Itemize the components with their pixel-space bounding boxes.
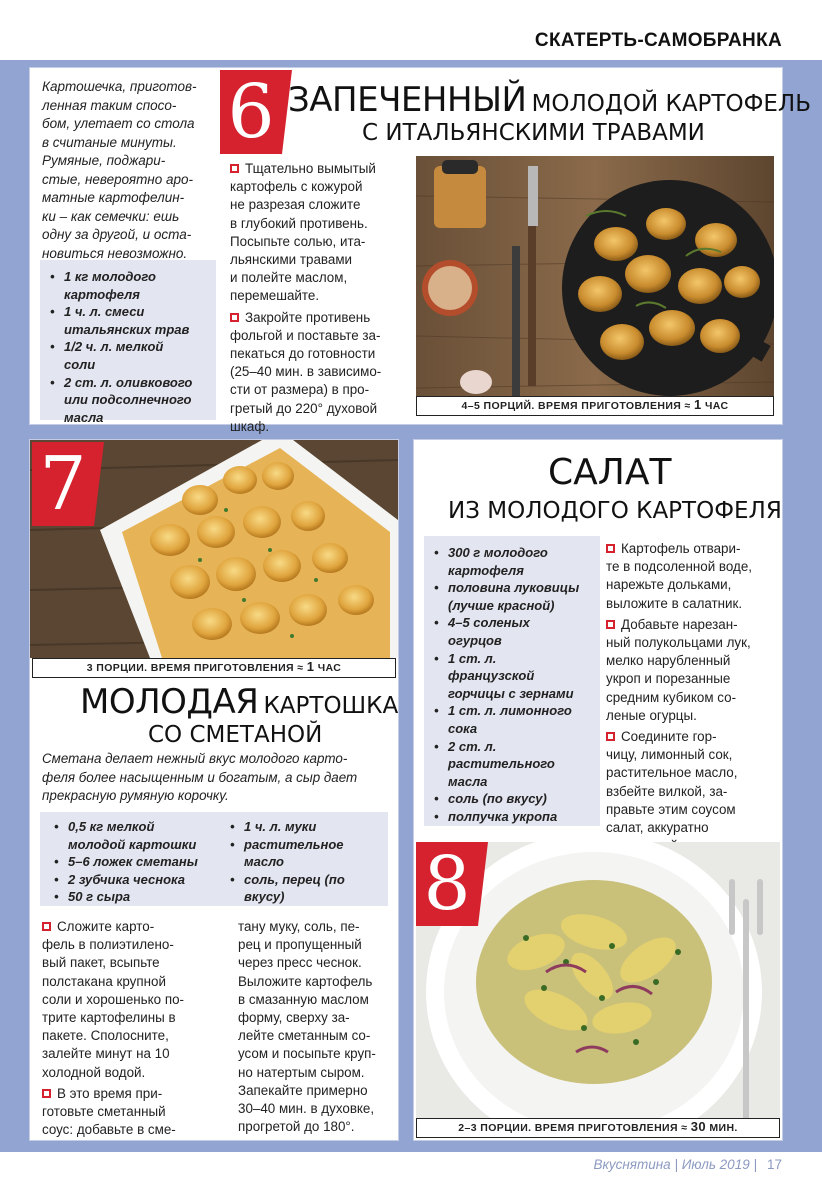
recipe-6-intro bbox=[42, 78, 220, 263]
ingredient-item: • 50 г сыра bbox=[50, 888, 220, 906]
square-bullet-icon bbox=[606, 544, 615, 553]
recipe-7-title: МОЛОДАЯ КАРТОШКА bbox=[80, 682, 399, 722]
ingredient-item: • 1 ч. л. муки bbox=[226, 818, 382, 836]
recipe-6-subtitle: С ИТАЛЬЯНСКИМИ ТРАВАМИ bbox=[362, 120, 705, 146]
intro-line: ки – как семечки: ешь bbox=[42, 208, 180, 224]
recipe-8-subtitle: ИЗ МОЛОДОГО КАРТОФЕЛЯ bbox=[448, 498, 782, 524]
recipe-7-number: 7 bbox=[32, 442, 94, 526]
page-footer bbox=[593, 1157, 782, 1172]
intro-line: одну за другой, и оста- bbox=[42, 227, 192, 242]
ingredient-item: • 1 ст. л. лимонного сока bbox=[430, 702, 594, 737]
ingredient-item: • соль, перец (по вкусу) bbox=[226, 871, 382, 906]
ingredient-item: • полпучка укропа bbox=[430, 808, 594, 826]
recipe-6-ingredients bbox=[40, 260, 216, 425]
ingredient-item: • 2 ст. л. растительного масла bbox=[430, 738, 594, 791]
intro-line: Румяные, поджари- bbox=[42, 153, 166, 168]
ingredient-item: • 300 г молодого картофеля bbox=[430, 544, 594, 579]
intro-line: Сметана делает нежный вкус молодого карто- bbox=[42, 751, 348, 766]
recipe-8-number: 8 bbox=[416, 842, 478, 926]
ingredient-item: • 2 зубчика чеснока bbox=[50, 871, 220, 889]
recipe-6-caption: 4–5 ПОРЦИЙ. ВРЕМЯ ПРИГОТОВЛЕНИЯ ≈ 1 ЧАС bbox=[416, 396, 774, 416]
ingredient-item: • 0,5 кг мелкой молодой картошки bbox=[50, 818, 220, 853]
ingredient-item: • 2 ст. л. оливкового или подсолнечного масла bbox=[46, 374, 210, 427]
recipe-6-photo bbox=[416, 156, 774, 416]
square-bullet-icon bbox=[606, 620, 615, 629]
intro-line: прекрасную румяную корочку. bbox=[42, 788, 229, 803]
step-paragraph: Картофель отвари- те в подсоленной воде, нарежьте дольками, выложите в салатник. bbox=[606, 541, 752, 611]
recipe-6-title: ЗАПЕЧЕННЫЙ МОЛОДОЙ КАРТОФЕЛЬ bbox=[288, 80, 811, 120]
magazine-name: Вкуснятина | Июль 2019 | bbox=[593, 1157, 757, 1172]
recipe-6-number: 6 bbox=[220, 70, 282, 154]
ingredient-item: • 4–5 соленых огурцов bbox=[430, 614, 594, 649]
recipe-6-steps bbox=[230, 160, 406, 439]
recipe-7-card bbox=[30, 440, 398, 1140]
square-bullet-icon bbox=[606, 732, 615, 741]
intro-line: в считаные минуты. bbox=[42, 134, 177, 150]
recipe-8-ingredients bbox=[424, 536, 600, 826]
ingredient-item: • 1 ст. л. французской горчицы с зернами bbox=[430, 650, 594, 703]
ingredient-item: • половина луковицы (лучше красной) bbox=[430, 579, 594, 614]
step-paragraph: Тщательно вымытый картофель с кожурой не разрезая сложите в глубокий противень. Посыпьте солью, ита- льянскими травами и полейте маслом, перемешайте. bbox=[230, 161, 376, 304]
recipe-6-card bbox=[30, 68, 811, 434]
intro-line: бом, улетает со стола bbox=[42, 116, 195, 131]
step-paragraph: Сложите карто- фель в полиэтилено- вый пакет, всыпьте полстакана крупной соли и хорошенько по- трите картофелины в пакете. Сполосните, залейте минут на 10 холодной водой. bbox=[42, 919, 184, 1080]
step-paragraph: Добавьте нарезан- ный полукольцами лук, мелко нарубленный укроп и порезанные средним кубиком со- леные огурцы. bbox=[606, 616, 751, 723]
ingredient-item: • растительное масло bbox=[226, 836, 382, 871]
square-bullet-icon bbox=[42, 922, 51, 931]
recipe-7-steps-col1 bbox=[42, 918, 212, 1142]
page-number: 17 bbox=[766, 1157, 782, 1172]
intro-line: новиться невозможно. bbox=[42, 245, 188, 261]
step-paragraph: Соедините гор- чицу, лимонный сок, растительное масло, взбейте вилкой, за- правьте этим соусом салат, аккуратно bbox=[606, 729, 738, 836]
recipe-7-subtitle: СО СМЕТАНОЙ bbox=[148, 722, 323, 748]
ingredient-item: • 1/2 ч. л. мелкой соли bbox=[46, 338, 210, 373]
recipe-8-card bbox=[414, 440, 782, 1140]
recipe-7-caption: 3 ПОРЦИИ. ВРЕМЯ ПРИГОТОВЛЕНИЯ ≈ 1 ЧАС bbox=[32, 658, 396, 678]
page-header bbox=[0, 0, 822, 60]
recipe-8-title: САЛАТ bbox=[548, 452, 672, 493]
ingredient-item: • 1 кг молодого картофеля bbox=[46, 268, 210, 303]
recipe-8-caption: 2–3 ПОРЦИИ. ВРЕМЯ ПРИГОТОВЛЕНИЯ ≈ 30 МИН. bbox=[416, 1118, 780, 1138]
section-title: СКАТЕРТЬ-САМОБРАНКА bbox=[534, 30, 782, 51]
intro-line: матные картофелин- bbox=[42, 190, 185, 205]
recipe-8-steps bbox=[606, 540, 776, 858]
recipe-7-ingredients bbox=[40, 812, 388, 906]
intro-line: феля более насыщенным и богатым, а сыр дает bbox=[42, 769, 358, 785]
intro-line: Картошечка, приготов- bbox=[42, 79, 197, 94]
step-paragraph: Закройте противень фольгой и поставьте за- пекаться до готовности (25–40 мин. в зависимо- сти от размера) в про- гретый до 220° духовой шкаф. bbox=[230, 309, 382, 434]
intro-line: стые, невероятно аро- bbox=[42, 171, 194, 187]
ingredient-item: • 5–6 ложек сметаны bbox=[50, 853, 220, 871]
recipe-7-intro bbox=[42, 750, 392, 806]
square-bullet-icon bbox=[230, 164, 239, 173]
step-paragraph: В это время при- готовьте сметанный соус: добавьте в сме- bbox=[42, 1085, 176, 1138]
square-bullet-icon bbox=[230, 313, 239, 322]
recipe-7-steps-col2: тану муку, соль, пе- рец и пропущенный через пресс чеснок. Выложите картофель в смазанную маслом форму, сверху за- лейте сметанным со- усом и посыпьте круп- но натертым сыром. Запекайте примерно 30–40 мин. в духовке, прогретой до 180°. bbox=[238, 919, 376, 1135]
square-bullet-icon bbox=[42, 1089, 51, 1098]
ingredient-item: • соль (по вкусу) bbox=[430, 790, 594, 808]
intro-line: ленная таким спосо- bbox=[42, 97, 177, 113]
ingredient-item: • 1 ч. л. смеси итальянских трав bbox=[46, 303, 210, 338]
